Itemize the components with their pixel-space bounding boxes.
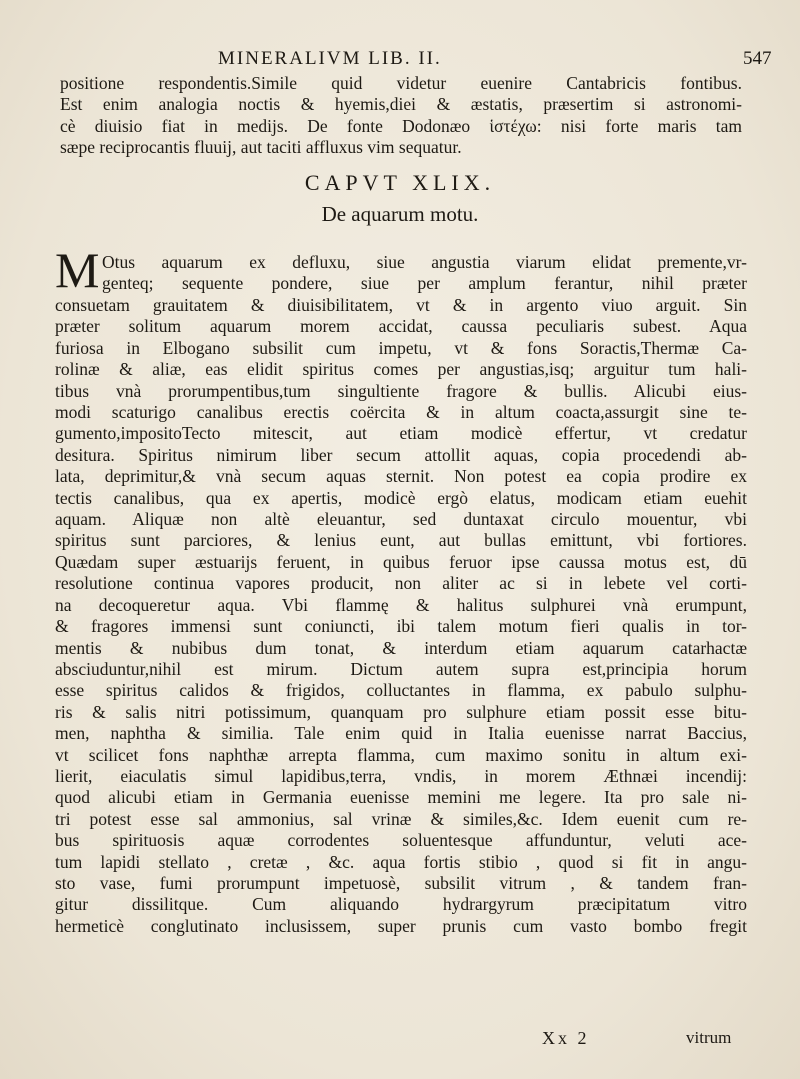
body-paragraph <box>55 295 747 937</box>
text-line: quod alicubi etiam in Germania euenisse memini me legere. Ita pro sale ni- <box>55 787 747 808</box>
text-line: tibus vnà prorumpentibus,tum singultiente fragore & bullis. Alicubi eius- <box>55 380 747 401</box>
text-line: gitur dissilitque. Cum aliquando hydrargyrum præcipitatum vitro <box>55 894 747 915</box>
text-line: vt scilicet fons naphthæ arrepta flamma, cum maximo sonitu in altum exi- <box>55 744 747 765</box>
text-line: bus spirituosis aquæ corrodentes soluentesque affunduntur, veluti ace- <box>55 830 747 851</box>
text-line: & fragores immensi sunt coniuncti, ibi talem motum fieri qualis in tor- <box>55 616 747 637</box>
running-head: MINERALIVM LIB. II. <box>218 48 442 69</box>
text-line: resolutione continua vapores producit, non aliter ac si in lebete vel corti- <box>55 573 747 594</box>
text-line: tum lapidi stellato , cretæ , &c. aqua fortis stibio , quod si fit in angu- <box>55 851 747 872</box>
page-number: 547 <box>743 48 772 69</box>
text-line: modi scaturigo canalibus erectis coërcita & in altum coacta,assurgit sine te- <box>55 402 747 423</box>
text-line: præter solitum aquarum morem accidat, caussa peculiaris subest. Aqua <box>55 316 747 337</box>
text-line: ris & salis nitri potissimum, quanquam pro sulphure etiam possit esse bitu- <box>55 701 747 722</box>
text-line: spiritus sunt parciores, & lenius eunt, aut bullas emittunt, vbi fortiores. <box>55 530 747 551</box>
text-line: sæpe reciprocantis fluuij, aut taciti affluxus vim sequatur. <box>60 137 462 158</box>
text-line: genteq; sequente pondere, siue per amplum ferantur, nihil præter <box>102 273 747 294</box>
text-line: consuetam grauitatem & diuisibilitatem, vt & in argento viuo arguit. Sin <box>55 295 747 315</box>
text-line: positione respondentis.Simile quid videtur euenire Cantabricis fontibus. <box>60 73 742 93</box>
text-line: rolinæ & aliæ, eas elidit spiritus comes per angustias,isq; arguitur tum hali- <box>55 359 747 380</box>
text-line: aquam. Aliquæ non altè eleuantur, sed duntaxat circulo mouentur, vbi <box>55 509 747 530</box>
text-line: men, naphtha & similia. Tale enim quid in Italia euenisse narrat Baccius, <box>55 723 747 744</box>
lead-paragraph <box>60 73 742 159</box>
opening-lines <box>102 252 747 295</box>
text-line: lierit, eiaculatis simul lapidibus,terra, vndis, in morem Æthnæi incendij: <box>55 765 747 786</box>
text-line: Quædam super æstuarijs feruent, in quibus feruor ipse caussa motus est, dū <box>55 551 747 572</box>
catchword: vitrum <box>686 1028 732 1047</box>
chapter-number: CAPVT XLIX. <box>304 170 496 195</box>
text-line: Est enim analogia noctis & hyemis,diei & æstatis, præsertim si astronomi- <box>60 94 742 115</box>
chapter-title: De aquarum motu. <box>321 202 479 226</box>
text-line: mentis & nubibus dum tonat, & interdum etiam aquarum catarhactæ <box>55 637 747 658</box>
text-line: tectis canalibus, qua ex apertis, modicè ergò elatus, modicam etiam euehit <box>55 487 747 508</box>
text-line: na decoqueretur aqua. Vbi flammę & halitus sulphurei vnà erumpunt, <box>55 594 747 615</box>
text-line: gumento,impositoTecto mitescit, aut etiam modicè effertur, vt credatur <box>55 423 747 444</box>
text-line: sto vase, fumi prorumpunt impetuosè, subsilit vitrum , & tandem fran- <box>55 872 747 893</box>
text-line: furiosa in Elbogano subsilit cum impetu, vt & fons Soractis,Thermæ Ca- <box>55 337 747 358</box>
text-line: hermeticè conglutinato inclusissem, super prunis cum vasto bombo fregit <box>55 915 747 936</box>
text-line: lata, deprimitur,& vnà secum aquas sternit. Non potest ea copia prodire ex <box>55 466 747 487</box>
text-line: esse spiritus calidos & frigidos, colluctantes in flamma, ex pabulo sulphu- <box>55 680 747 701</box>
text-line: tri potest esse sal ammonius, sal vrinæ & similes,&c. Idem euenit cum re- <box>55 808 747 829</box>
drop-cap: M <box>55 242 100 298</box>
text-line: Otus aquarum ex defluxu, siue angustia viarum elidat premente,vr- <box>102 252 747 272</box>
text-line: cè diuisio fiat in medijs. De fonte Dodonæo ἱστέχω: nisi forte maris tam <box>60 115 742 136</box>
signature-mark: Xx 2 <box>542 1028 590 1048</box>
text-line: absciuduntur,nihil est mirum. Dictum autem supra est,principia horum <box>55 658 747 679</box>
text-line: desitura. Spiritus nimirum liber secum attollit aquas, copia procedendi ab- <box>55 444 747 465</box>
